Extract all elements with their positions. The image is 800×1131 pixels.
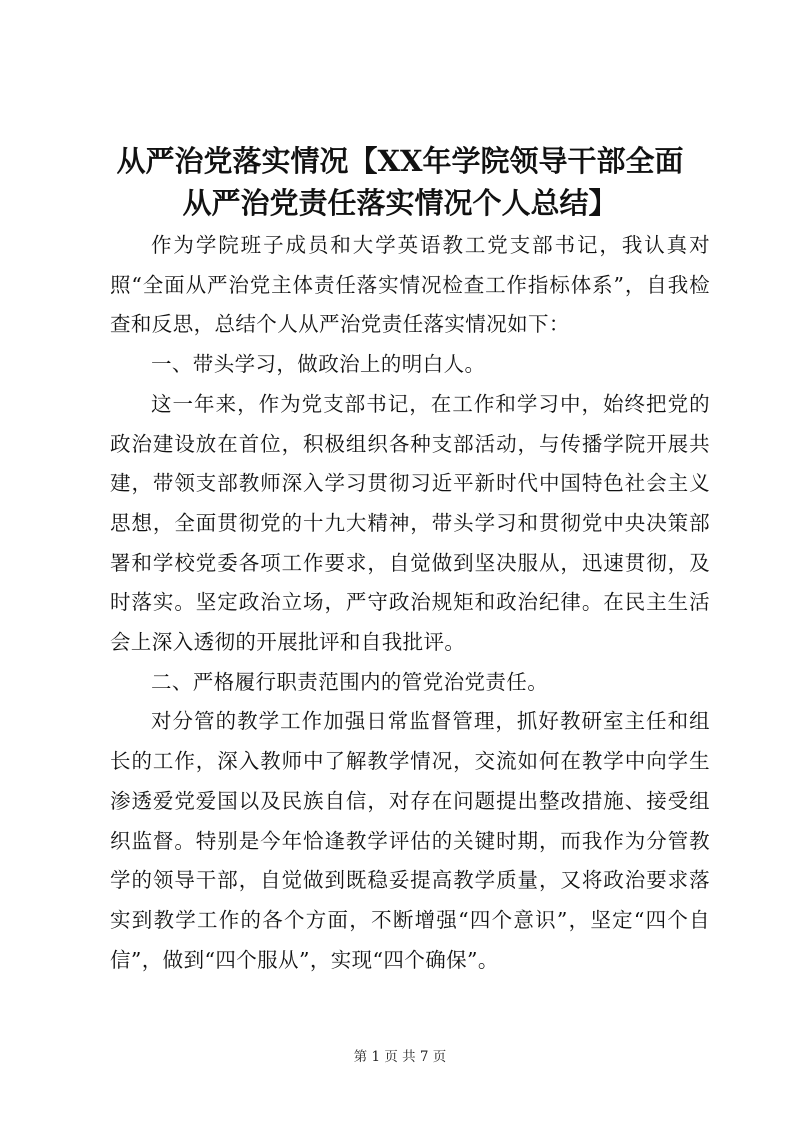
- page-footer: 第 1 页 共 7 页: [353, 1049, 447, 1065]
- section-1-paragraph: 这一年来，作为党支部书记，在工作和学习中，始终把党的政治建设放在首位，积极组织各种支部活动，与传播学院开展共建，带领支部教师深入学习贯彻习近平新时代中国特色社会主义思想，全面贯彻党的十九大精神，带头学习和贯彻党中央决策部署和学校党委各项工作要求，自觉做到坚决服从，迅速贯彻，及时落实。坚定政治立场，严守政治规矩和政治纪律。在民主生活会上深入透彻的开展批评和自我批评。: [110, 391, 710, 655]
- document-body: [110, 226, 710, 980]
- title-line-1: 从严治党落实情况【XX年学院领导干部全面: [116, 144, 684, 178]
- intro-paragraph: 作为学院班子成员和大学英语教工党支部书记，我认真对照“全面从严治党主体责任落实情况检查工作指标体系”，自我检查和反思，总结个人从严治党责任落实情况如下：: [110, 233, 710, 337]
- section-2-paragraph: 对分管的教学工作加强日常监督管理，抓好教研室主任和组长的工作，深入教师中了解教学情况，交流如何在教学中向学生渗透爱党爱国以及民族自信，对存在问题提出整改措施、接受组织监督。特别是今年恰逢教学评估的关键时期，而我作为分管教学的领导干部，自觉做到既稳妥提高教学质量，又将政治要求落实到教学工作的各个方面，不断增强“四个意识”，坚定“四个自信”，做到“四个服从”，实现“四个确保”。: [110, 709, 710, 972]
- section-heading-2: 二、严格履行职责范围内的管党治党责任。: [151, 669, 549, 694]
- section-heading-1: 一、带头学习，做政治上的明白人。: [151, 352, 486, 377]
- title-line-2: 从严治党责任落实情况个人总结】: [182, 186, 618, 220]
- document-title: [100, 140, 700, 224]
